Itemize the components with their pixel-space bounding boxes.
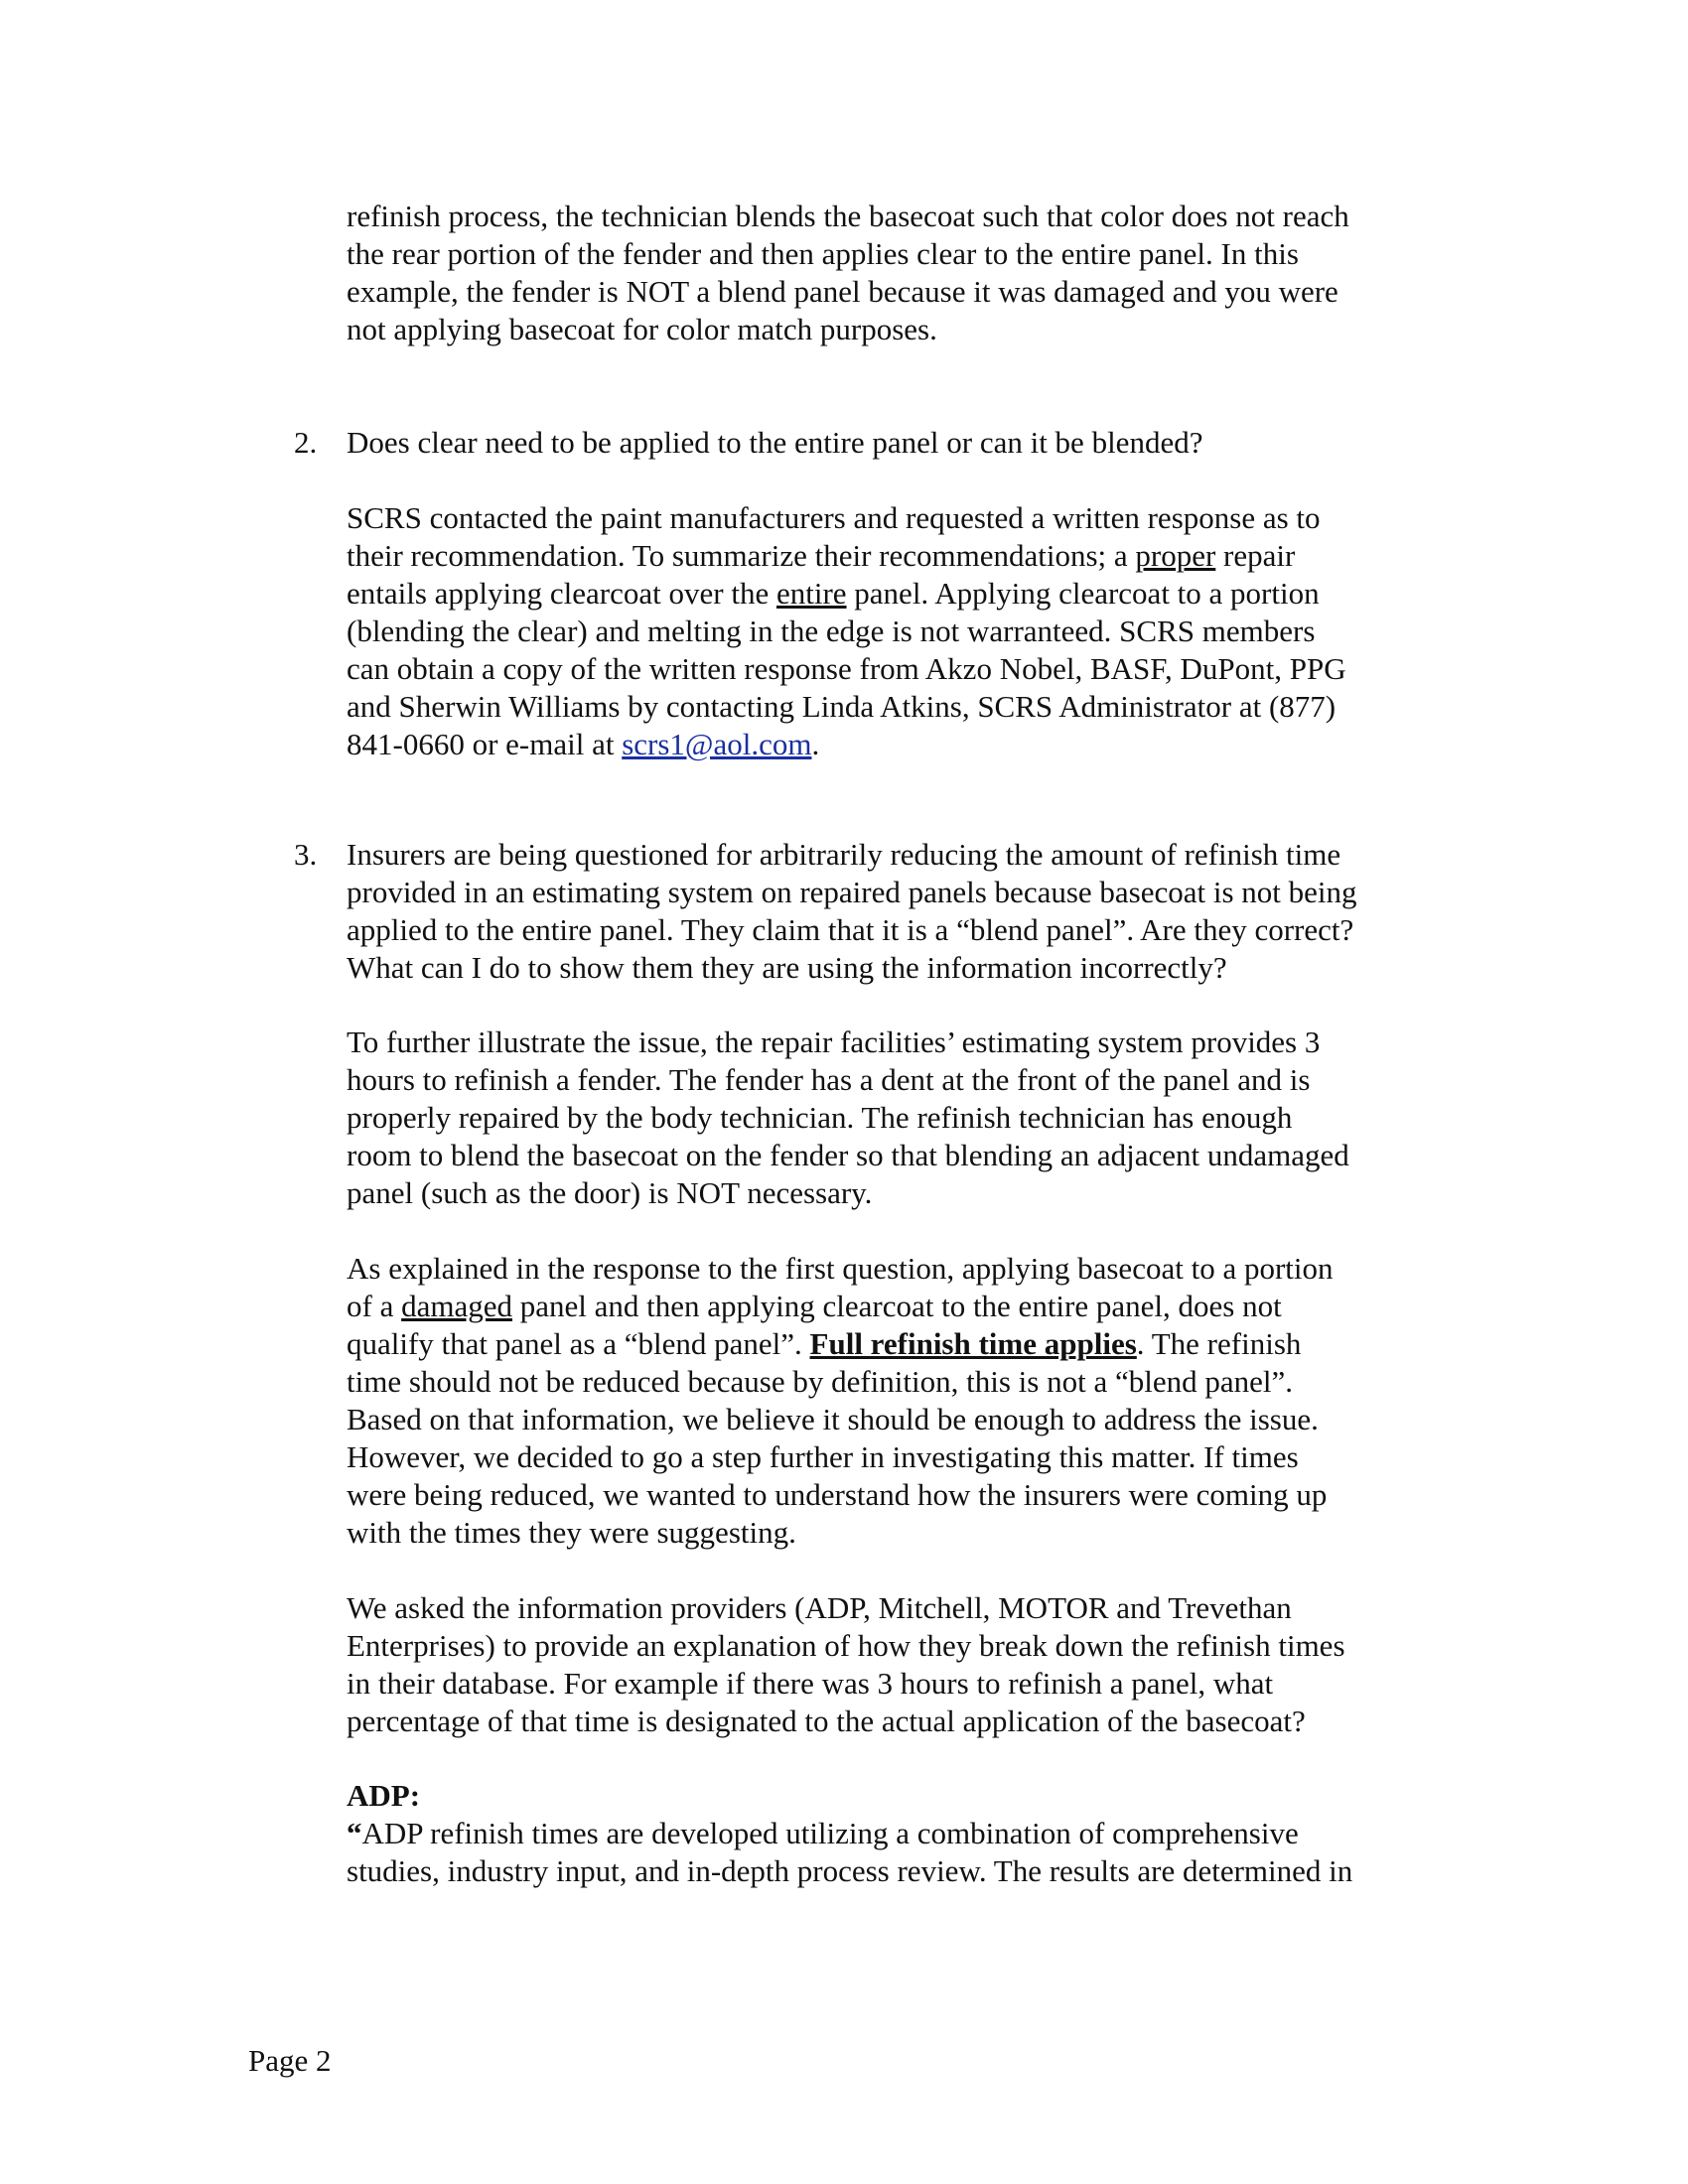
paragraph-line: properly repaired by the body technician. The refinish technician has enough <box>347 1100 1293 1135</box>
question-2 <box>347 424 1439 462</box>
answer-line <box>347 726 1439 763</box>
paragraph-line: As explained in the response to the first question, applying basecoat to a portion <box>347 1251 1334 1286</box>
illustration-paragraph <box>347 1024 1439 1212</box>
question-3-line: What can I do to show them they are using the information incorrectly? <box>347 950 1227 985</box>
paragraph-text: . The refinish <box>1136 1326 1302 1361</box>
intro-line: example, the fender is NOT a blend panel because it was damaged and you were <box>347 274 1338 309</box>
question-2-answer <box>347 499 1439 763</box>
paragraph-line: hours to refinish a fender. The fender has a dent at the front of the panel and is <box>347 1062 1311 1097</box>
paragraph-text: of a <box>347 1289 402 1323</box>
answer-line <box>347 575 1439 613</box>
paragraph-line: However, we decided to go a step further in investigating this matter. If times <box>347 1439 1299 1474</box>
answer-line: (blending the clear) and melting in the edge is not warranteed. SCRS members <box>347 614 1316 648</box>
paragraph-line: room to blend the basecoat on the fender so that blending an adjacent undamaged <box>347 1138 1349 1172</box>
paragraph-line <box>347 1288 1439 1325</box>
question-2-number: 2. <box>294 425 318 460</box>
intro-line: not applying basecoat for color match purposes. <box>347 312 937 346</box>
underlined-word-damaged: damaged <box>401 1289 512 1323</box>
paragraph-line: Based on that information, we believe it should be enough to address the issue. <box>347 1402 1319 1436</box>
question-3-line: provided in an estimating system on repaired panels because basecoat is not being <box>347 875 1357 909</box>
adp-quote-text: ADP refinish times are developed utilizing a combination of comprehensive <box>361 1816 1299 1850</box>
intro-line: refinish process, the technician blends the basecoat such that color does not reach <box>347 199 1349 233</box>
answer-text: their recommendation. To summarize their recommendations; a <box>347 538 1136 573</box>
answer-line: can obtain a copy of the written response from Akzo Nobel, BASF, DuPont, PPG <box>347 651 1346 686</box>
adp-section <box>347 1777 1439 1890</box>
adp-quote-line: studies, industry input, and in-depth process review. The results are determined in <box>347 1853 1353 1888</box>
explanation-paragraph <box>347 1250 1439 1552</box>
question-2-text: Does clear need to be applied to the entire panel or can it be blended? <box>347 425 1203 460</box>
underlined-word-entire: entire <box>775 576 847 611</box>
page-number: Page 2 <box>248 2043 332 2078</box>
paragraph-line: panel (such as the door) is NOT necessary. <box>347 1175 873 1210</box>
answer-text: repair <box>1215 538 1296 573</box>
paragraph-text: qualify that panel as a “blend panel”. <box>347 1326 810 1361</box>
intro-line: the rear portion of the fender and then applies clear to the entire panel. In this <box>347 236 1299 271</box>
question-3-number: 3. <box>294 837 318 872</box>
adp-heading: ADP: <box>347 1778 421 1813</box>
providers-paragraph <box>347 1589 1439 1740</box>
paragraph-line: To further illustrate the issue, the repair facilities’ estimating system provides 3 <box>347 1024 1321 1059</box>
adp-quote-line <box>347 1815 1439 1852</box>
question-3 <box>347 836 1439 987</box>
paragraph-line: with the times they were suggesting. <box>347 1515 796 1550</box>
answer-text: . <box>811 727 820 761</box>
paragraph-line: percentage of that time is designated to the actual application of the basecoat? <box>347 1704 1306 1738</box>
question-3-line: applied to the entire panel. They claim that it is a “blend panel”. Are they correct? <box>347 912 1354 947</box>
full-refinish-emphasis: Full refinish time applies <box>809 1326 1137 1361</box>
paragraph-line: in their database. For example if there was 3 hours to refinish a panel, what <box>347 1666 1274 1701</box>
open-quote: “ <box>347 1816 362 1850</box>
paragraph-line: Enterprises) to provide an explanation of how they break down the refinish times <box>347 1628 1345 1663</box>
answer-text: entails applying clearcoat over the <box>347 576 776 611</box>
answer-line <box>347 537 1439 575</box>
question-3-line: Insurers are being questioned for arbitrarily reducing the amount of refinish time <box>347 837 1341 872</box>
underlined-word-proper: proper <box>1135 538 1216 573</box>
answer-text: 841-0660 or e-mail at <box>347 727 623 761</box>
answer-line: and Sherwin Williams by contacting Linda Atkins, SCRS Administrator at (877) <box>347 689 1336 724</box>
paragraph-line: were being reduced, we wanted to understand how the insurers were coming up <box>347 1477 1328 1512</box>
paragraph-text: panel and then applying clearcoat to the entire panel, does not <box>511 1289 1282 1323</box>
paragraph-line: time should not be reduced because by definition, this is not a “blend panel”. <box>347 1364 1293 1399</box>
email-link[interactable]: scrs1@aol.com <box>622 727 812 761</box>
paragraph-line: We asked the information providers (ADP, Mitchell, MOTOR and Trevethan <box>347 1590 1292 1625</box>
paragraph-line <box>347 1325 1439 1363</box>
intro-paragraph <box>347 198 1439 348</box>
answer-line: SCRS contacted the paint manufacturers and requested a written response as to <box>347 500 1321 535</box>
answer-text: panel. Applying clearcoat to a portion <box>846 576 1320 611</box>
